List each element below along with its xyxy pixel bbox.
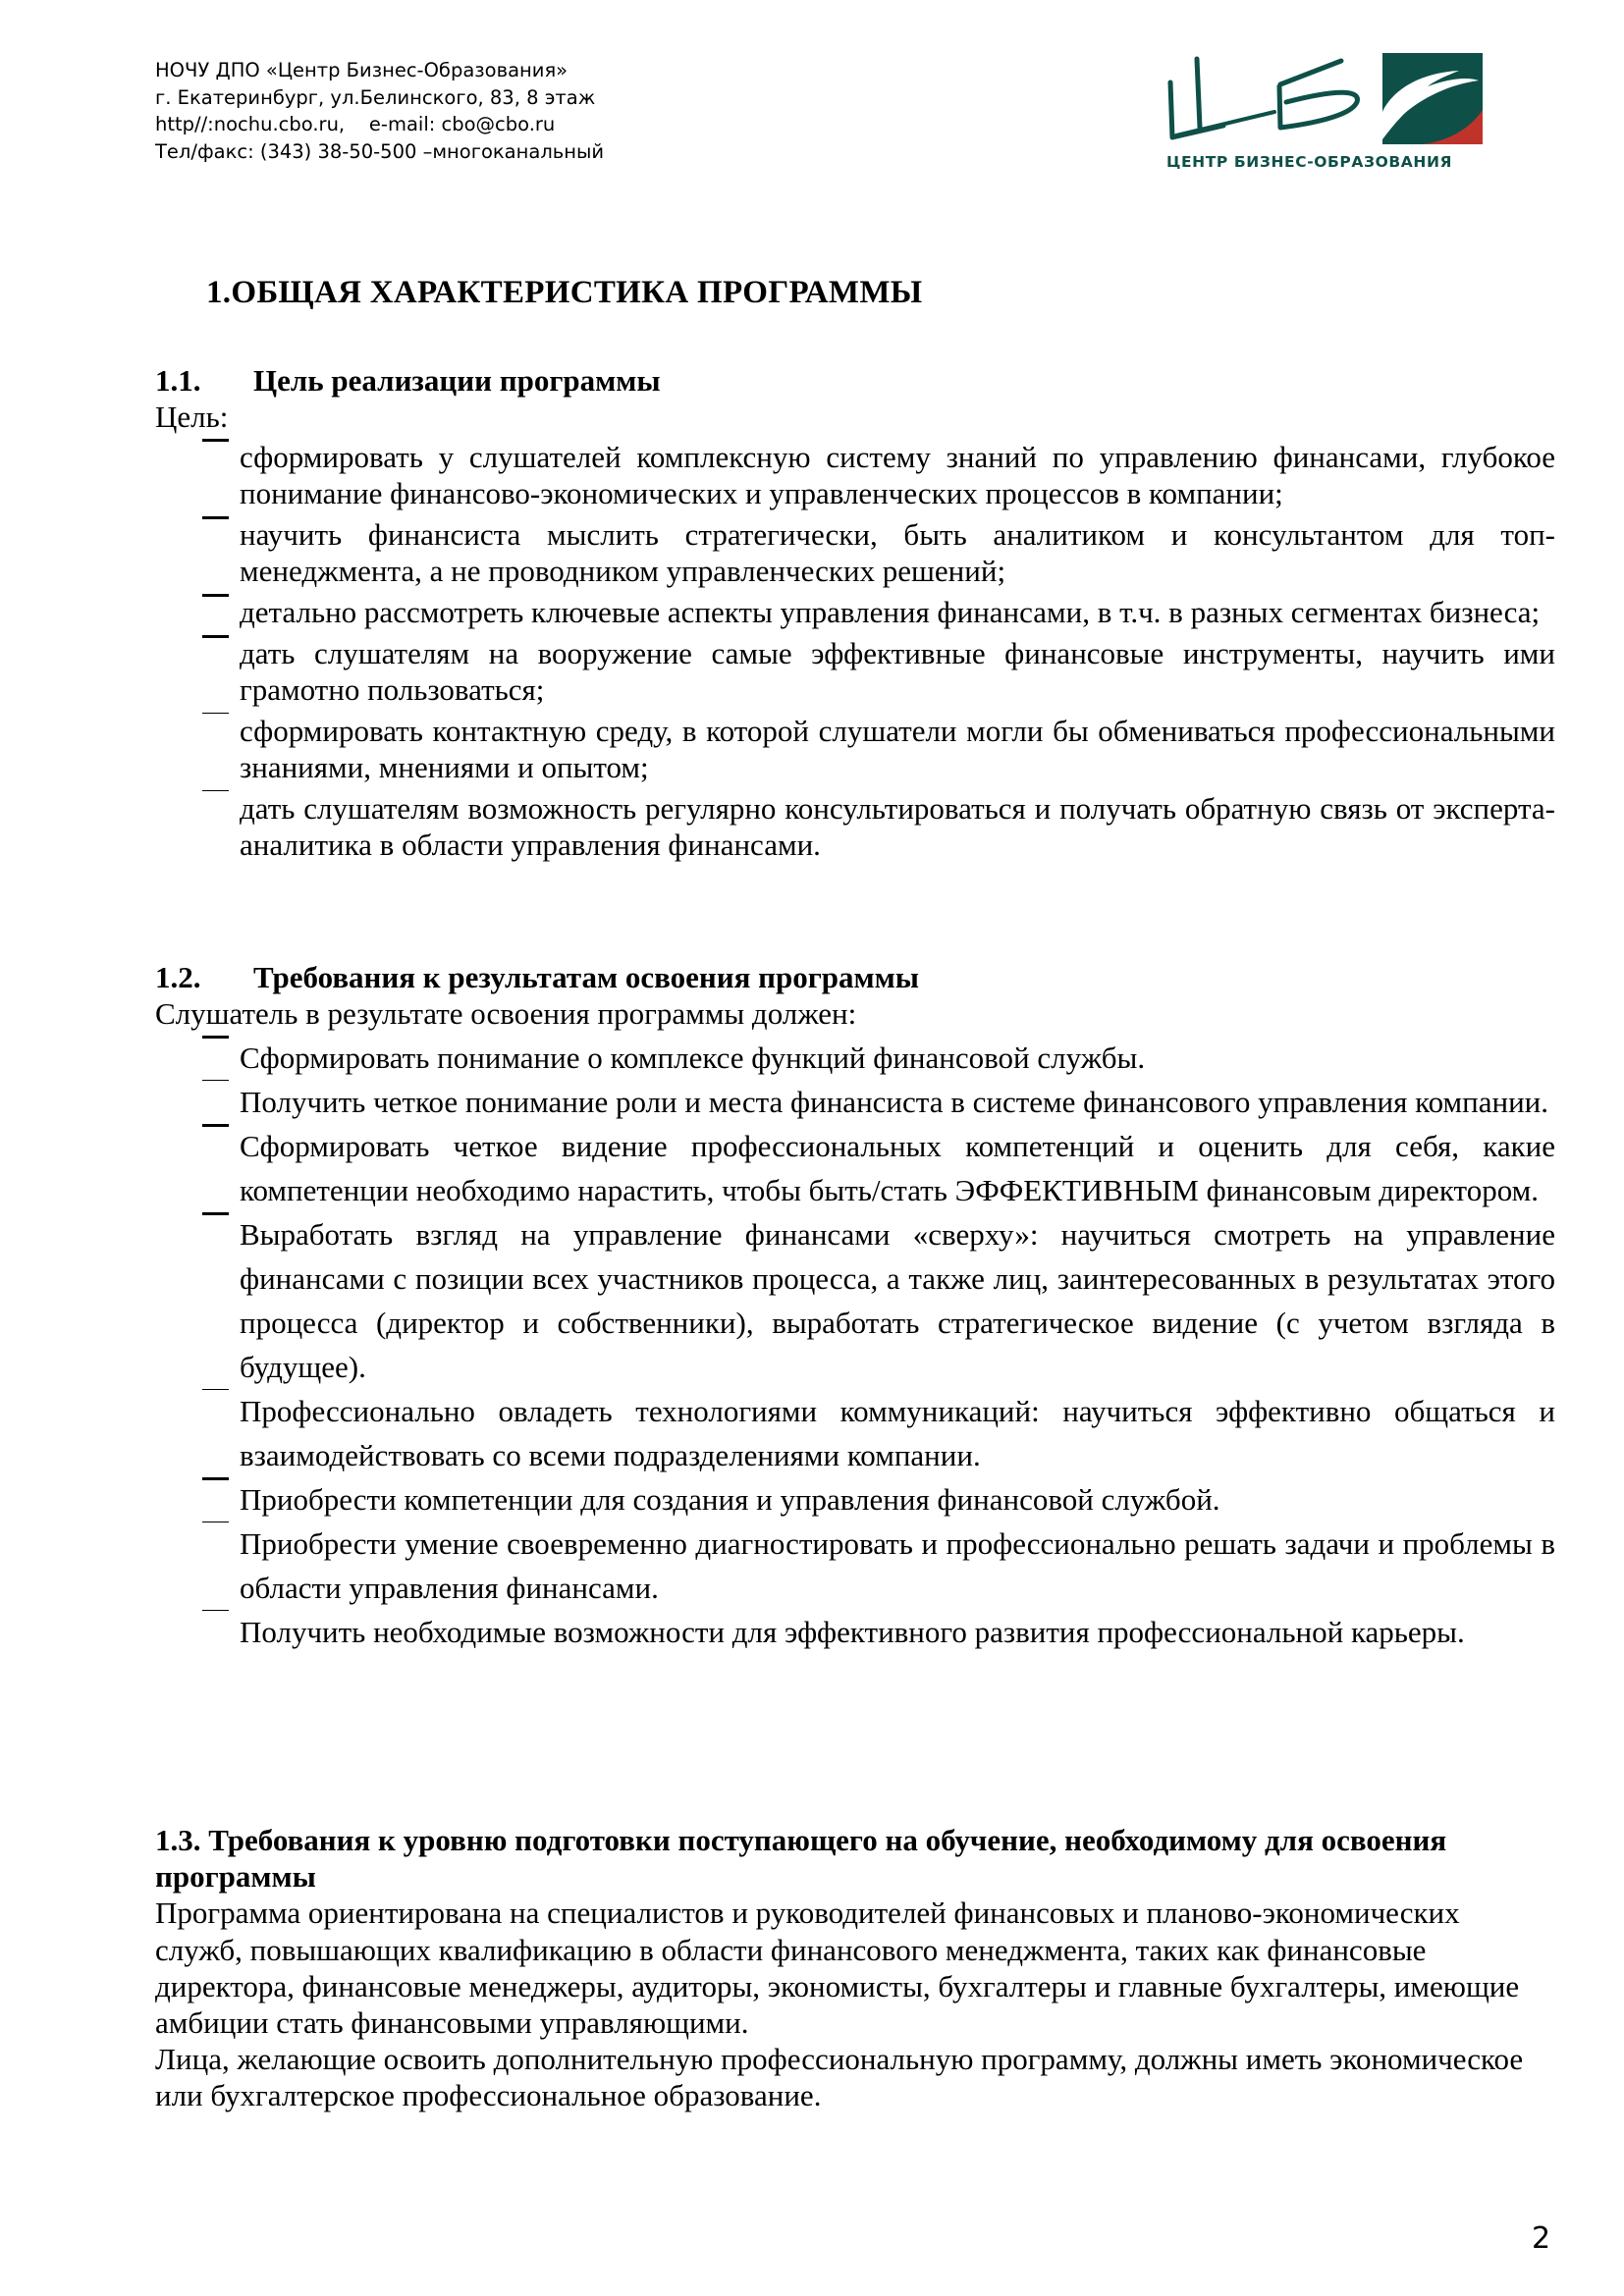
list-item: Сформировать понимание о комплексе функций финансовой службы. <box>240 1041 1146 1075</box>
list-item: Получить необходимые возможности для эффективного развития профессиональной карьеры. <box>240 1615 1465 1649</box>
org-web-email: http//:nochu.cbo.ru, e-mail: cbo@cbo.ru <box>155 113 556 135</box>
section-1-1 <box>155 362 1555 868</box>
org-address: г. Екатеринбург, ул.Белинского, 83, 8 этаж <box>155 85 596 109</box>
list-item: Сформировать четкое видение профессиональных компетенций и оценить для себя, какие компетенции необходимо нарастить, чтобы быть/стать ЭФФЕКТИВНЫМ финансовым директором. <box>240 1129 1555 1207</box>
logo <box>1164 51 1487 169</box>
section-heading: 1.3. Требования к уровню подготовки поступающего на обучение, необходимому для освоения программы <box>155 1823 1447 1895</box>
list-item: сформировать у слушателей комплексную систему знаний по управлению финансами, глубокое понимание финансово-экономических и управленческих процессов в компании; <box>240 440 1555 510</box>
page-number: 2 <box>1532 2221 1551 2256</box>
section-lead: Слушатель в результате освоения программы должен: <box>155 996 857 1031</box>
list-item: сформировать контактную среду, в которой слушатели могли бы обмениваться профессиональными знаниями, мнениями и опытом; <box>240 714 1555 784</box>
requirements-list <box>155 1036 1555 1654</box>
section-number: 1.1. <box>155 363 201 398</box>
list-item: Выработать взгляд на управление финансами «сверху»: научиться смотреть на управление финансами с позиции всех участников процесса, а также лиц, заинтересованных в результатах этого процесса (директор и собственники), выработать стратегическое видение (с учетом взгляда в будущее). <box>240 1217 1555 1384</box>
section-1-3 <box>155 1822 1530 2114</box>
section-title: Цель реализации программы <box>253 363 661 398</box>
section-heading <box>155 362 1555 399</box>
paragraph: Программа ориентирована на специалистов и руководителей финансовых и планово-экономических служб, повышающих квалификацию в области финансового менеджмента, таких как финансовые директора, финансовые менеджеры, аудиторы, экономисты, бухгалтеры и главные бухгалтеры, имеющие амбиции стать финансовыми управляющими. <box>155 1896 1520 2041</box>
document-title: 1.ОБЩАЯ ХАРАКТЕРИСТИКА ПРОГРАММЫ <box>206 275 923 310</box>
section-heading <box>155 959 1555 995</box>
org-name: НОЧУ ДПО «Центр Бизнес-Образования» <box>155 59 568 81</box>
list-item: Получить четкое понимание роли и места финансиста в системе финансового управления компании. <box>240 1085 1548 1119</box>
paragraph: Лица, желающие освоить дополнительную профессиональную программу, должны иметь экономическое или бухгалтерское профессиональное образование. <box>155 2042 1524 2113</box>
section-number: 1.2. <box>155 960 201 994</box>
list-item: Приобрести компетенции для создания и управления финансовой службой. <box>240 1482 1220 1517</box>
cbo-logo-icon <box>1164 51 1487 169</box>
svg-text:ЦЕНТР БИЗНЕС-ОБРАЗОВАНИЯ: ЦЕНТР БИЗНЕС-ОБРАЗОВАНИЯ <box>1166 153 1453 169</box>
list-item: детально рассмотреть ключевые аспекты управления финансами, в т.ч. в разных сегментах бизнеса; <box>240 595 1541 629</box>
letterhead-contacts <box>155 57 604 165</box>
list-item: дать слушателям возможность регулярно консультироваться и получать обратную связь от эксперта-аналитика в области управления финансами. <box>240 791 1555 862</box>
section-lead: Цель: <box>155 400 229 434</box>
section-title: Требования к результатам освоения программы <box>253 960 919 994</box>
goals-list <box>155 439 1555 863</box>
list-item: Профессионально овладеть технологиями коммуникаций: научиться эффективно общаться и взаимодействовать со всеми подразделениями компании. <box>240 1394 1555 1472</box>
section-1-2 <box>155 959 1555 1654</box>
list-item: дать слушателям на вооружение самые эффективные финансовые инструменты, научить ими грамотно пользоваться; <box>240 636 1555 707</box>
list-item: научить финансиста мыслить стратегически, быть аналитиком и консультантом для топ-менеджмента, а не проводником управленческих решений; <box>240 517 1555 588</box>
list-item: Приобрести умение своевременно диагностировать и профессионально решать задачи и проблемы в области управления финансами. <box>240 1526 1555 1605</box>
org-phone: Тел/факс: (343) 38-50-500 –многоканальный <box>155 139 605 163</box>
